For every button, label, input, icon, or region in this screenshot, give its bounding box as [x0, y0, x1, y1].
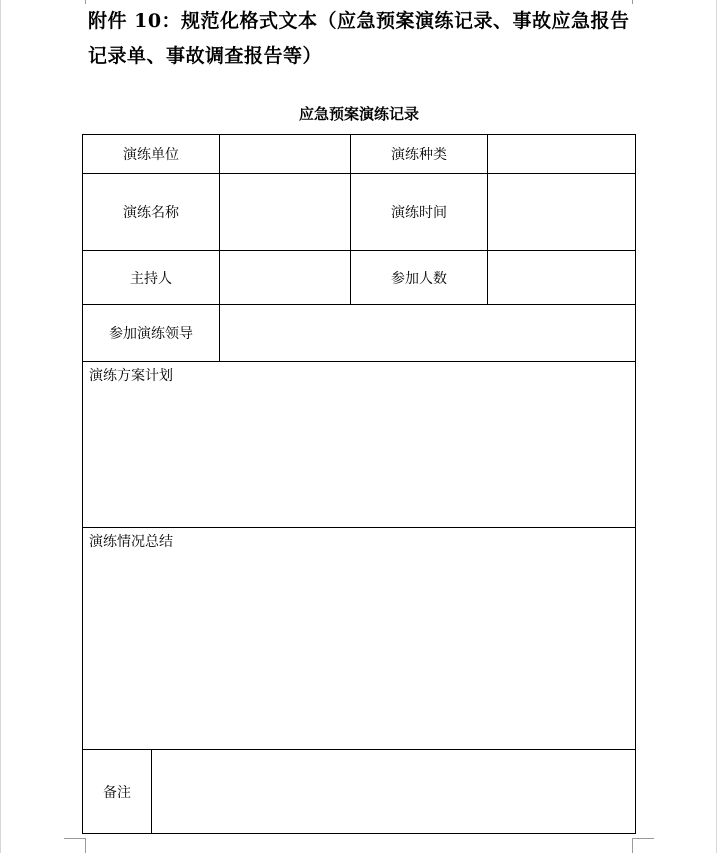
remarks-label: 备注	[83, 750, 152, 833]
drill-time-label: 演练时间	[351, 174, 488, 251]
crop-mark-bottom-left	[64, 838, 86, 839]
leaders-cell[interactable]	[220, 305, 636, 362]
remarks-row	[83, 750, 635, 833]
leaders-label: 参加演练领导	[83, 305, 220, 362]
table-row	[83, 305, 636, 362]
drill-time-cell[interactable]	[488, 174, 636, 251]
crop-mark-bottom-right	[632, 838, 654, 839]
crop-mark-bottom-left-v	[85, 838, 86, 853]
plan-label: 演练方案计划	[89, 368, 173, 384]
drill-unit-cell[interactable]	[220, 135, 351, 174]
summary-label: 演练情况总结	[89, 534, 173, 550]
table-row	[83, 135, 636, 174]
table-row	[83, 174, 636, 251]
summary-section[interactable]	[83, 528, 636, 750]
host-label: 主持人	[83, 251, 220, 305]
page-edge-left	[0, 0, 1, 853]
drill-type-label: 演练种类	[351, 135, 488, 174]
participants-label: 参加人数	[351, 251, 488, 305]
drill-record-table	[82, 134, 636, 834]
table-row	[83, 362, 636, 528]
remarks-cell[interactable]	[152, 750, 635, 833]
crop-mark-bottom-right-v	[632, 838, 633, 853]
table-row	[83, 750, 636, 834]
drill-type-cell[interactable]	[488, 135, 636, 174]
attachment-heading: 附件 10：规范化格式文本（应急预案演练记录、事故应急报告记录单、事故调查报告等）	[88, 10, 630, 67]
form-title: 应急预案演练记录	[298, 105, 419, 123]
table-row	[83, 251, 636, 305]
drill-name-label: 演练名称	[83, 174, 220, 251]
page-edge-right	[716, 0, 717, 853]
participants-cell[interactable]	[488, 251, 636, 305]
remarks-row-cell	[83, 750, 636, 834]
drill-unit-label: 演练单位	[83, 135, 220, 174]
drill-name-cell[interactable]	[220, 174, 351, 251]
crop-mark-top-left	[85, 0, 86, 4]
plan-section[interactable]	[83, 362, 636, 528]
table-row	[83, 528, 636, 750]
host-cell[interactable]	[220, 251, 351, 305]
